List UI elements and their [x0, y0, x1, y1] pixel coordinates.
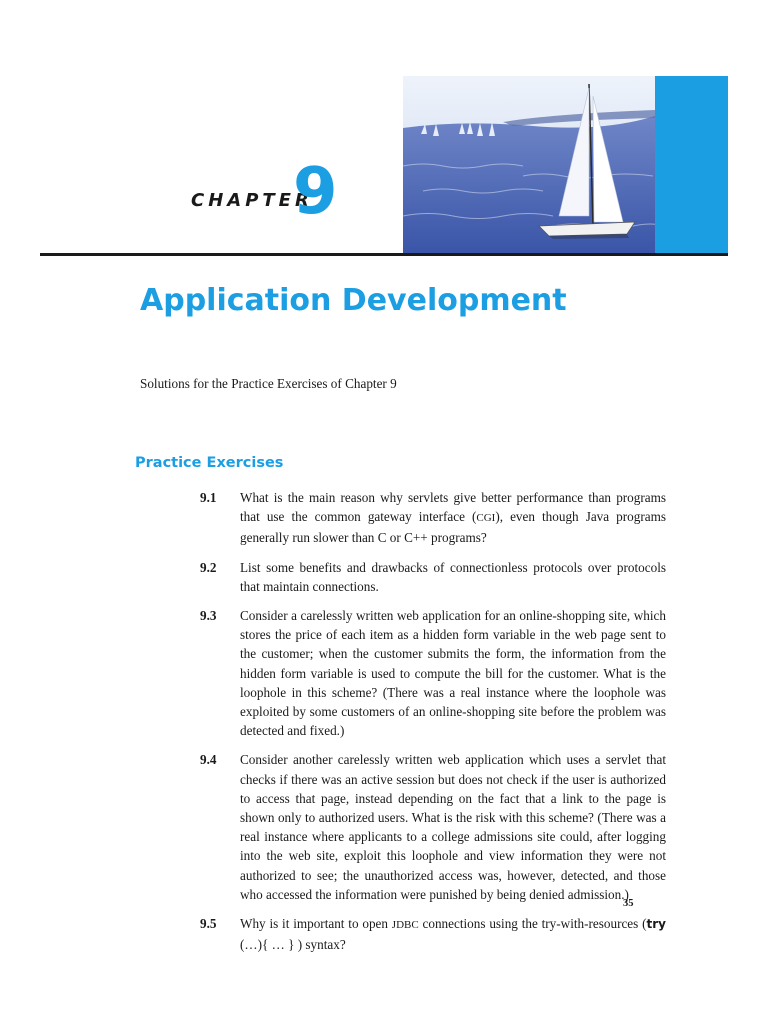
exercise-text: Consider another carelessly written web application which uses a servlet that checks if there was an active session but does not check if the user is authorized to access that page, instead depending on the fact that a link to the page is shown only to authorized users. What is the risk with this scheme? (There was a real instance where applicants to a college admissions site could, after logging into the web site, exploit this loophole and view information they were not authorized to see; the unauthorized access was, however, detected, and those who accessed the information were punished by being denied admission.) [240, 752, 666, 902]
chapter-title: Application Development [140, 283, 567, 318]
sailboat-photo [403, 76, 655, 254]
exercise-number: 9.3 [200, 608, 217, 624]
exercise-item [200, 488, 666, 548]
exercise-number: 9.4 [200, 752, 217, 768]
section-heading: Practice Exercises [135, 455, 284, 471]
exercise-text: List some benefits and drawbacks of connectionless protocols over protocols that maintain connections. [240, 559, 666, 594]
exercise-number: 9.1 [200, 490, 217, 505]
exercise-number: 9.2 [200, 559, 217, 575]
chapter-label: CHAPTER [191, 190, 313, 211]
exercise-list [200, 488, 666, 964]
header-rule [40, 253, 728, 256]
exercise-text: Consider a carelessly written web application for an online-shopping site, which stores the price of each item as a hidden form variable in the web page sent to the customer; when the customer submits the form, the information from the hidden form variable is used to compute the bill for the customer. What is the loophole in this scheme? (There was a real instance where the loophole was exploited by some customers of an online-shopping site before the problem was detected and fixed.) [240, 608, 666, 739]
exercise-text: Why is it important to open JDBC connections using the try-with-resources (try (…){ … } ) syntax? [240, 916, 666, 953]
exercise-item [200, 914, 666, 954]
exercise-number: 9.5 [200, 916, 217, 932]
exercise-text: What is the main reason why servlets give better performance than programs that use the common gateway interface (CGI), even though Java programs generally run slower than C or C++ programs? [240, 490, 666, 546]
page-number: 35 [623, 898, 634, 909]
accent-bar [655, 76, 728, 254]
chapter-intro: Solutions for the Practice Exercises of Chapter 9 [140, 376, 397, 391]
exercise-item [200, 606, 666, 740]
chapter-number: 9 [293, 155, 338, 229]
exercise-item [200, 750, 666, 904]
exercise-item [200, 558, 666, 596]
